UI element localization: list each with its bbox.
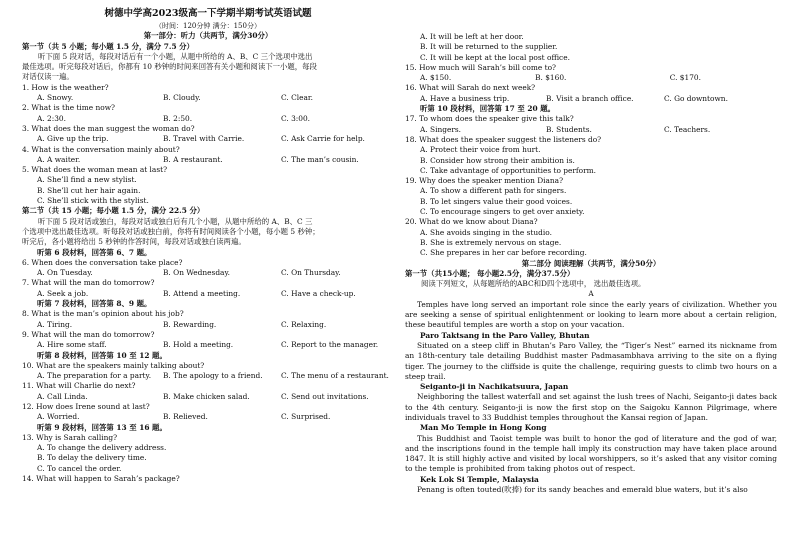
question-stem: 10. What are the speakers mainly talking about? [22, 360, 205, 370]
answer-option: B. Visit a branch office. [546, 93, 634, 103]
passage-intro: Temples have long served an important role since the early years of civilization. Whether you are seeking a sense of spiritual enlightenment or looking to learn more about a certain religion, these beautiful temples are worth a stop on your vacation. [405, 299, 777, 330]
answer-option: A. She’ll find a new stylist. [37, 175, 137, 185]
answer-option: C. 3:00. [281, 113, 311, 123]
part1-sec2-title: 第二节（共 15 小题；每小题 1.5 分，满分 22.5 分） [22, 206, 205, 216]
option-row [22, 392, 394, 402]
question-stem: 18. What does the speaker suggest the listeners do? [405, 134, 602, 144]
answer-option: B. The apology to a friend. [163, 371, 263, 381]
answer-option: B. On Wednesday. [163, 268, 231, 278]
question-stem: 11. What will Charlie do next? [22, 381, 136, 391]
answer-option: B. Students. [546, 124, 592, 134]
answer-option: C. Clear. [281, 93, 313, 103]
option-row [22, 93, 394, 103]
option-row [22, 289, 394, 299]
question-stem: 20. What do we know about Diana? [405, 217, 538, 227]
answer-option: C. Take advantage of opportunities to perform. [420, 165, 596, 175]
answer-option: A. She avoids singing in the studio. [420, 227, 552, 237]
material-instruction: 听第 7 段材料，回答第 8、9 题。 [37, 299, 152, 309]
answer-option: C. The man’s cousin. [281, 154, 359, 164]
answer-option: A. The preparation for a party. [37, 371, 152, 381]
temple-heading: Seiganto-ji in Nachikatsuura, Japan [420, 382, 569, 392]
answer-option: C. Have a check-up. [281, 288, 356, 298]
answer-option: B. Cloudy. [163, 93, 201, 103]
answer-option: A. To change the delivery address. [37, 443, 167, 453]
question-stem: 12. How does Irene sound at last? [22, 401, 150, 411]
question-stem: 19. Why does the speaker mention Diana? [405, 176, 564, 186]
question-stem: 16. What will Sarah do next week? [405, 83, 536, 93]
answer-option: B. Hold a meeting. [163, 340, 234, 350]
part1-sec1-title: 第一节（共 5 小题；每小题 1.5 分，满分 7.5 分） [22, 41, 194, 51]
answer-option: A. Protect their voice from hurt. [420, 145, 541, 155]
answer-option: B. 2:50. [163, 113, 193, 123]
question-stem: 9. What will the man do tomorrow? [22, 329, 155, 339]
answer-option: C. She prepares in her car before recording. [420, 248, 587, 258]
answer-option: B. A restaurant. [163, 154, 223, 164]
answer-option: B. She is extremely nervous on stage. [420, 237, 562, 247]
answer-option: B. Consider how strong their ambition is. [420, 155, 575, 165]
option-row [22, 320, 394, 330]
option-row [405, 73, 777, 83]
part1-sec1-instruction: 听下面 5 段对话，每段对话后有一个小题，从题中所给的 A、B、C 三个选项中选出 [38, 51, 313, 61]
answer-option: C. To encourage singers to get over anxiety. [420, 207, 585, 217]
material-instruction: 听第 10 段材料，回答第 17 至 20 题。 [420, 104, 555, 114]
answer-option: C. To cancel the order. [37, 463, 122, 473]
answer-option: A. Snowy. [37, 93, 74, 103]
passage-letter: A [588, 289, 594, 299]
question-stem: 13. Why is Sarah calling? [22, 432, 118, 442]
temple-paragraph: Situated on a steep cliff in Bhutan’s Paro Valley, the “Tiger’s Nest” earned its nickname from an 18th-century tale detailing Buddhist master Padmasambhava arriving to the site on a flying tiger. The journey to the cliffside is quite the challenge, requiring guests to climb two hours on a steep trail. [405, 340, 777, 381]
answer-option: A. Seek a job. [37, 288, 89, 298]
answer-option: A. On Tuesday. [37, 268, 93, 278]
answer-option: C. She’ll stick with the stylist. [37, 196, 149, 206]
left-column [22, 5, 394, 484]
answer-option: C. It will be kept at the local post office. [420, 52, 570, 62]
answer-option: A. Singers. [420, 124, 462, 134]
answer-option: B. $160. [535, 73, 567, 83]
temple-heading: Kek Lok Si Temple, Malaysia [420, 474, 539, 484]
part1-title: 第一部分：听力（共两节，满分30分） [143, 31, 273, 41]
option-row [22, 268, 394, 278]
temple-paragraph: Penang is often touted(吹捧) for its sandy beaches and emerald blue waters, but it’s also [417, 485, 748, 495]
question-stem: 4. What is the conversation mainly about? [22, 144, 180, 154]
answer-option: A. It will be left at her door. [420, 32, 524, 41]
left-question-list [22, 83, 394, 485]
answer-option: A. 2:30. [37, 113, 66, 123]
answer-option: B. Attend a meeting. [163, 288, 241, 298]
option-row [22, 114, 394, 124]
right-column [405, 32, 777, 495]
answer-option: C. On Thursday. [281, 268, 341, 278]
part2-sec1-instruction: 阅读下列短文，从每题所给的ABC和D四个选项中， 选出最佳选项。 [421, 279, 646, 289]
part1-sec2-instruction: 听下面 5 段对话或独白，每段对话或独白后有几个小题，从题中所给的 A、B、C 三 [38, 216, 313, 226]
answer-option: B. To let singers value their good voices. [420, 196, 573, 206]
question-stem: 15. How much will Sarah’s bill come to? [405, 62, 556, 72]
answer-option: C. Report to the manager. [281, 340, 379, 350]
answer-option: A. Have a business trip. [420, 93, 510, 103]
temple-heading: Paro Taktsang in the Paro Valley, Bhutan [420, 330, 590, 340]
question-stem: 17. To whom does the speaker give this talk? [405, 114, 574, 124]
part2-sec1-title: 第一节（共15小题； 每小题2.5分，满分37.5分） [405, 268, 575, 278]
option-row [405, 125, 777, 135]
answer-option: A. Worried. [37, 412, 80, 422]
answer-option: B. Travel with Carrie. [163, 134, 245, 144]
question-stem: 5. What does the woman mean at last? [22, 165, 168, 175]
answer-option: B. To delay the delivery time. [37, 453, 147, 463]
part2-title: 第二部分 阅读理解（共两节，满分50分） [521, 258, 661, 268]
answer-option: A. Call Linda. [37, 391, 88, 401]
material-instruction: 听第 6 段材料，回答第 6、7 题。 [37, 247, 152, 257]
answer-option: C. Teachers. [664, 124, 711, 134]
exam-meta: （时间：120分钟 满分：150分） [155, 22, 261, 30]
answer-option: C. Relaxing. [281, 319, 327, 329]
option-row [22, 134, 394, 144]
answer-option: B. She’ll cut her hair again. [37, 185, 141, 195]
answer-option: C. Ask Carrie for help. [281, 134, 365, 144]
question-stem: 8. What is the man’s opinion about his job? [22, 309, 184, 319]
option-row [22, 340, 394, 350]
option-row [22, 155, 394, 165]
answer-option: B. Make chicken salad. [163, 391, 250, 401]
exam-title: 树德中学高2023级高一下学期半期考试英语试题 [104, 8, 312, 19]
question-stem: 1. How is the weather? [22, 82, 109, 92]
part1-sec2-instruction: 听完后，各小题将给出 5 秒钟的作答时间，每段对话或独白读两遍。 [22, 237, 246, 247]
temple-heading: Man Mo Temple in Hong Kong [420, 423, 547, 433]
answer-option: A. Hire some staff. [37, 340, 107, 350]
answer-option: A. Give up the trip. [37, 134, 109, 144]
temple-paragraph: Neighboring the tallest waterfall and set against the lush trees of Nachi, Seiganto-ji dates back to the 4th century. Seiganto-ji is now the first stop on the Saigoku Kannon Pilgrimage, where individuals travel to 33 Buddhist temples throughout the Kansai region of Japan. [405, 392, 777, 422]
temple-paragraph: This Buddhist and Taoist temple was built to honor the god of literature and the god of war, and the inscriptions found in the temple hall imply its construction may have taken place around 1847. It is still highly active and visited by local worshippers, so it’s asked that any visitor coming to the temple is prohibited from taking photos out of respect. [405, 433, 777, 474]
part1-sec1-instruction: 对话仅读一遍。 [22, 72, 74, 82]
answer-option: B. Rewarding. [163, 319, 217, 329]
right-question-list [405, 32, 777, 259]
question-stem: 3. What does the man suggest the woman do? [22, 123, 195, 133]
option-row [22, 371, 394, 381]
part1-sec2-instruction: 个选项中选出最佳选项。听每段对话或独白前，你将有时间阅读各个小题，每小题 5 秒钟； [22, 226, 320, 236]
answer-option: C. Send out invitations. [281, 391, 369, 401]
answer-option: C. Go downtown. [664, 93, 728, 103]
answer-option: A. To show a different path for singers. [420, 186, 567, 196]
answer-option: A. A waiter. [37, 154, 81, 164]
answer-option: B. Relieved. [163, 412, 208, 422]
question-stem: 2. What is the time now? [22, 103, 116, 113]
question-stem: 14. What will happen to Sarah’s package? [22, 474, 180, 484]
answer-option: C. Surprised. [281, 412, 331, 422]
answer-option: A. Tiring. [37, 319, 73, 329]
part1-sec1-instruction: 最佳选项。听完每段对话后，你都有 10 秒钟的时间来回答有关小题和阅读下一小题，每段 [22, 62, 317, 72]
question-stem: 7. What will the man do tomorrow? [22, 278, 155, 288]
option-row [405, 94, 777, 104]
question-stem: 6. When does the conversation take place? [22, 257, 183, 267]
answer-option: A. $150. [420, 73, 452, 83]
answer-option: C. $170. [669, 73, 701, 83]
material-instruction: 听第 8 段材料，回答第 10 至 12 题。 [37, 350, 167, 360]
option-row [22, 412, 394, 422]
answer-option: B. It will be returned to the supplier. [420, 42, 558, 52]
material-instruction: 听第 9 段材料，回答第 13 至 16 题。 [37, 422, 167, 432]
answer-option: C. The menu of a restaurant. [281, 371, 389, 381]
